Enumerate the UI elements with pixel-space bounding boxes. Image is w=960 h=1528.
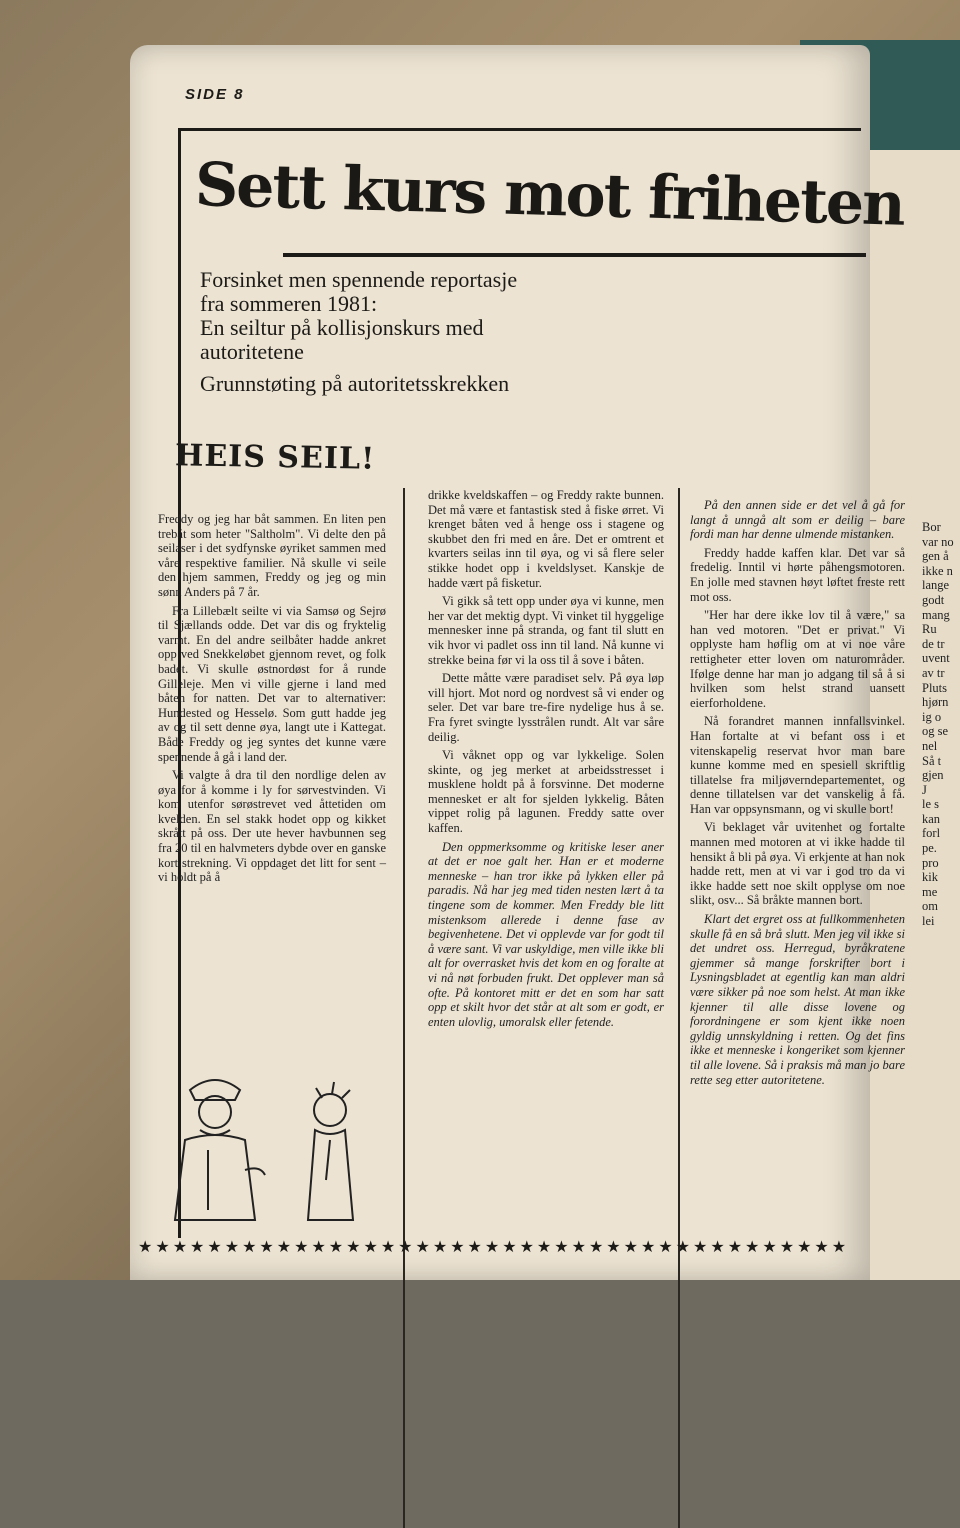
right-page-fragment: uvent — [922, 651, 950, 666]
subtitle-line: fra sommeren 1981: — [200, 291, 378, 316]
right-page-fragment: me — [922, 884, 938, 899]
right-page-fragment: le s — [922, 797, 940, 812]
right-page-fragment: hjørn — [922, 695, 949, 710]
right-page-fragment: mang — [922, 607, 950, 622]
right-page-fragment: Ru — [922, 622, 937, 637]
paragraph: Vi gikk så tett opp under øya vi kunne, men her var det mektig dypt. Vi vinket til hyggelige mennesker inne på stranda, og fant til slutt en vik hvor vi padlet oss inn til land. Nå kunne vi strekke beina før vi la oss til å sove i båten. — [428, 594, 664, 667]
right-page-fragment: de tr — [922, 636, 945, 651]
right-page-fragment: lange — [922, 578, 950, 593]
cartoon-illustration — [150, 1050, 390, 1230]
right-page-fragment: forl — [922, 826, 941, 841]
paragraph: "Her har dere ikke lov til å være," sa han ved motoren. "Det er privat." Vi opplyste ham høflig om at vi noe våre rettigheter etter loven om naturområder. Ifølge denne har man jo adgang til så å si hvilken som helst strand uansett eierforholdene. — [690, 608, 905, 710]
section-heading: HEIS SEIL! — [174, 438, 376, 477]
paragraph: Dette måtte være paradiset selv. På øya løp vill hjort. Mot nord og nordvest så vi ender og seler. Det var bare tre-fire nydelige hus å se. Fra fyret svingte lysstrålen rundt. Alt var såre deilig. — [428, 671, 664, 744]
paragraph: Freddy hadde kaffen klar. Det var så fredelig. Inntil vi hørte påhengsmotoren. En jolle med stavnen høyt løftet freste rett mot oss. — [690, 545, 905, 604]
article-column-1 — [158, 512, 386, 889]
subtitle-line: autoritetene — [200, 339, 304, 364]
right-page-fragment: gjen — [922, 768, 944, 783]
title-underline — [283, 253, 866, 257]
article-column-2 — [428, 488, 664, 1033]
right-page-fragment: av tr — [922, 665, 945, 680]
right-page-fragment: ig o — [922, 709, 942, 724]
right-page-fragment: var no — [922, 534, 954, 549]
right-page-fragment: nel — [922, 738, 938, 753]
right-page-fragment: kan — [922, 811, 941, 826]
subtitle-line: En seiltur på kollisjonskurs med — [200, 315, 484, 340]
paragraph: Vi våknet opp og var lykkelige. Solen skinte, og jeg merket at arbeidsstresset i musklene holdt på å forsvinne. Det moderne mennesket er alt for sjelden lykkelig. Båten vippet rolig på lagunen. Freddy satte over kaffen. — [428, 748, 664, 836]
paragraph: drikke kveldskaffen – og Freddy rakte bunnen. Det må være et fantastisk sted å fiske ørret. Vi krenget båten ved å henge oss i stagene og skubbet den fri med en åre. Det er omtrent et kvarters seilas inn til øya, og vi så flere seler stikke hodet opp i kveldslyset. Kanskje de hadde vært på fisketur. — [428, 488, 664, 590]
paragraph: Klart det ergret oss at fullkommenheten skulle få en så brå slutt. Men jeg vil ikke si det undret oss. Herregud, byråkratene gjemmer så mange forskrifter bort i Lysningsbladet at egentlig kan man aldri være sikker på noe som helst. At man ikke kjenner til alle disse lovene og forordningene er som kjent ikke noen gyldig unnskyldning i retten. Og det fins ikke et menneske i kongeriket som kjenner til alle lovene. Så i praksis må man jo bare rette seg etter autoritetene. — [690, 912, 905, 1087]
paragraph: Fra Lillebælt seilte vi via Samsø og Sejrø til Sjællands odde. Det var dis og fryktelig varmt. En del andre seilbåter hadde ankret opp ved Snekkeløbet gjennom revet, og folk badet. Vi skulle østnordøst for å runde Gilleleje. Men vi ville gjerne i land med båten for natten. Det var to alternativer: Hundested og Hesselø. Som gutt hadde jeg av og til sett denne øya, langt ute i Kattegat. Både Freddy og jeg syntes det kunne være spennende å gå i land der. — [158, 603, 386, 764]
article-column-3 — [690, 498, 905, 1091]
right-page-fragment: Bor — [922, 520, 941, 534]
right-page-fragment: pe. — [922, 841, 937, 856]
paragraph: På den annen side er det vel å gå for langt å unngå alt som er deilig – bare fordi man har denne ulmende mistanken. — [690, 498, 905, 542]
right-page-fragment: om — [922, 899, 938, 914]
right-page-fragment: godt — [922, 592, 945, 607]
paragraph: Vi valgte å dra til den nordlige delen av øya for å komme i ly for sørvestvinden. Vi kom utenfor sørøstrevet ved åttetiden om kvelden. En sel stakk hodet opp og kikket skrått på oss. Der ute hever havbunnen seg fra 20 til en halvmeters dybde over en ganske kort strekning. Vi oppdaget det litt for sent – vi holdt på å — [158, 768, 386, 885]
subtitle-line: Grunnstøting på autoritetsskrekken — [200, 371, 510, 396]
right-page-fragment: lei — [922, 914, 935, 929]
right-page-fragment: Pluts — [922, 680, 948, 695]
column-divider — [403, 488, 405, 1528]
right-page-fragment: pro — [922, 855, 939, 870]
right-page-fragment: ikke n — [922, 563, 953, 578]
subtitle — [200, 268, 680, 396]
paragraph: Nå forandret mannen innfallsvinkel. Han fortalte at vi befant oss i et vitenskapelig reservat hvor man bare kunne komme med en spesiell skriftlig tillatelse fra miljøverndepartementet, og denne tillatelsen var det vanskelig å få. Han var oppsynsmann, og vi skulle bort! — [690, 714, 905, 816]
paragraph: Den oppmerksomme og kritiske leser aner at det er noe galt her. Han er et moderne menneske – han tror ikke på lykken eller på paradis. Nå har jeg med tiden nesten lært å ta tingene som de kommer. Men Freddy ble litt mistenksom allerede i denne fase av begivenhetene. Det vi opplevde var for godt til å være sant. Vi var uskyldige, men ville ikke bli alt for overrasket hvis det kom en og foralte at vi nå nøt forbuden frukt. Det opplever man så ofte. På kontoret mitt er det en som har satt opp et skilt hvor det står at alt som er godt, er enten ulovlig, umoralsk eller fetende. — [428, 839, 664, 1029]
right-page-fragment: Så t — [922, 753, 942, 768]
paragraph: Freddy og jeg har båt sammen. En liten pen trebåt som heter "Saltholm". Vi delte den på seilaser i det sydfynske øyriket sammen med våre respektive familier. Nå skulle vi seile den hjem sammen, Freddy og jeg og min sønn Anders på 7 år. — [158, 512, 386, 599]
column-divider — [678, 488, 680, 1528]
right-page-text — [922, 520, 960, 929]
page-label: SIDE 8 — [185, 86, 245, 103]
right-page-fragment: gen å — [922, 549, 949, 564]
star-border: ★★★★★★★★★★★★★★★★★★★★★★★★★★★★★★★★★★★★★★★★★ — [138, 1239, 850, 1256]
paragraph: Vi beklaget vår uvitenhet og fortalte mannen med motoren at vi ikke hadde til hensikt å bli på øya. Vi erkjente at han nok hadde rett, men at vi var i god tro da vi ikke hadde sett noe skilt opplyse om noe slikt, osv... Så bråkte mannen bort. — [690, 820, 905, 908]
right-page-fragment: J — [922, 782, 927, 797]
subtitle-line: Forsinket men spennende reportasje — [200, 267, 518, 292]
right-page-fragment: kik — [922, 870, 938, 885]
headline: Sett kurs mot friheten — [194, 150, 905, 240]
right-page-fragment: og se — [922, 724, 949, 739]
